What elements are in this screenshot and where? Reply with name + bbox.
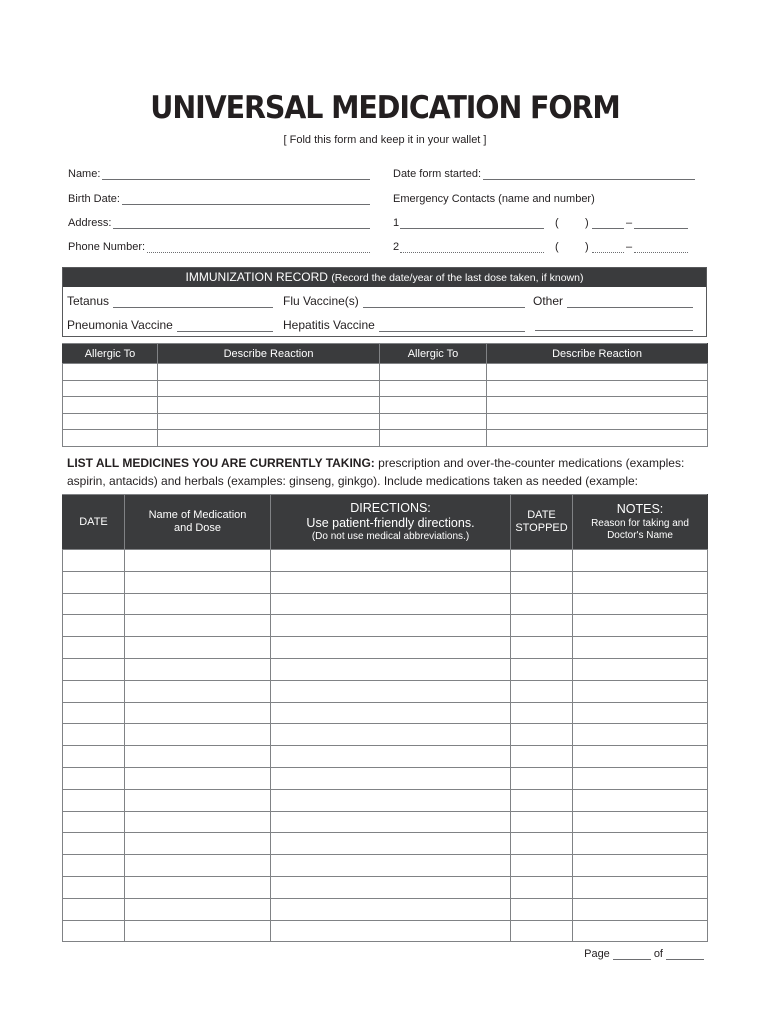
medication-table-cell[interactable]	[573, 702, 708, 724]
medication-table-cell[interactable]	[125, 702, 271, 724]
allergy-table-cell[interactable]	[158, 364, 380, 381]
medication-table-cell[interactable]	[511, 702, 573, 724]
tetanus-field[interactable]	[67, 294, 273, 308]
medication-table-cell[interactable]	[63, 615, 125, 637]
medication-table-cell[interactable]	[63, 550, 125, 572]
medication-table-cell[interactable]	[271, 767, 511, 789]
medication-table-cell[interactable]	[63, 724, 125, 746]
med-header-directions	[271, 495, 511, 550]
medication-table-cell[interactable]	[63, 920, 125, 942]
medication-table-row	[63, 833, 708, 855]
medication-table-cell[interactable]	[271, 920, 511, 942]
medication-table-cell[interactable]	[511, 724, 573, 746]
medication-table-cell[interactable]	[511, 811, 573, 833]
allergy-table-row	[63, 380, 708, 397]
page-number-line[interactable]	[613, 948, 651, 960]
medication-table-cell[interactable]	[511, 789, 573, 811]
contact-1-area-line[interactable]	[592, 228, 624, 229]
medication-table-row	[63, 920, 708, 942]
medication-table-cell[interactable]	[63, 637, 125, 659]
medication-table-row	[63, 811, 708, 833]
medication-table-row	[63, 746, 708, 768]
allergy-header-reaction-1: Describe Reaction	[158, 344, 380, 364]
medication-table-cell[interactable]	[63, 702, 125, 724]
allergy-table-cell[interactable]	[158, 380, 380, 397]
medication-table-cell[interactable]	[271, 876, 511, 898]
form-title: UNIVERSAL MEDICATION FORM	[150, 90, 620, 126]
medication-table-cell[interactable]	[573, 746, 708, 768]
contact-1-paren-close: )	[585, 217, 589, 229]
med-header-stopped-line2: STOPPED	[515, 522, 568, 534]
allergy-table-cell[interactable]	[63, 397, 158, 414]
form-subtitle: [ Fold this form and keep it in your wallet ]	[283, 134, 487, 146]
page-label: Page	[584, 948, 610, 960]
medication-table-cell[interactable]	[573, 637, 708, 659]
flu-vaccine-label: Flu Vaccine(s)	[283, 294, 359, 308]
allergy-table-cell[interactable]	[380, 397, 487, 414]
medication-table-cell[interactable]	[125, 898, 271, 920]
medication-table-cell[interactable]	[511, 876, 573, 898]
flu-vaccine-field[interactable]	[283, 294, 525, 308]
contact-2-dash: –	[626, 241, 633, 253]
medication-table-cell[interactable]	[125, 833, 271, 855]
medication-table-cell[interactable]	[125, 615, 271, 637]
medication-table-cell[interactable]	[125, 658, 271, 680]
medication-table-cell[interactable]	[271, 615, 511, 637]
page-of-label: of	[653, 948, 663, 960]
allergy-table-cell[interactable]	[380, 380, 487, 397]
medication-table-cell[interactable]	[125, 550, 271, 572]
contact-1-phone-line[interactable]	[634, 228, 688, 229]
medication-table-cell[interactable]	[125, 746, 271, 768]
medication-table-cell[interactable]	[511, 658, 573, 680]
medication-table-cell[interactable]	[63, 593, 125, 615]
medication-table-cell[interactable]	[511, 898, 573, 920]
med-header-date-label: DATE	[79, 515, 108, 528]
allergy-table-cell[interactable]	[158, 413, 380, 430]
contact-2-name-line[interactable]	[400, 252, 544, 253]
hepatitis-vaccine-label: Hepatitis Vaccine	[283, 318, 375, 332]
allergy-table-cell[interactable]	[63, 430, 158, 447]
allergy-header-allergic-to-1: Allergic To	[63, 344, 158, 364]
allergy-header-reaction-2: Describe Reaction	[487, 344, 708, 364]
medication-table-row	[63, 876, 708, 898]
contact-2-area-line[interactable]	[592, 252, 624, 253]
medication-table-cell[interactable]	[573, 767, 708, 789]
medication-table-cell[interactable]	[573, 855, 708, 877]
med-header-name-line2: and Dose	[173, 522, 222, 534]
contact-1-dash: –	[626, 217, 633, 229]
med-header-directions-line2: Use patient-friendly directions.	[306, 515, 475, 530]
medication-table-row	[63, 724, 708, 746]
medication-table-cell[interactable]	[63, 833, 125, 855]
immunization-header	[63, 268, 706, 287]
contact-1-paren-open: (	[555, 217, 559, 229]
medication-table-cell[interactable]	[573, 724, 708, 746]
medication-table-cell[interactable]	[511, 550, 573, 572]
medication-table-cell[interactable]	[63, 767, 125, 789]
medication-table-cell[interactable]	[511, 833, 573, 855]
medicine-list-instructions-bold: LIST ALL MEDICINES YOU ARE CURRENTLY TAKING:	[67, 456, 375, 470]
medication-table-cell[interactable]	[63, 571, 125, 593]
medication-table-cell[interactable]	[573, 898, 708, 920]
medication-table-cell[interactable]	[271, 571, 511, 593]
medication-table-cell[interactable]	[271, 658, 511, 680]
medication-table-row	[63, 855, 708, 877]
medication-table-cell[interactable]	[271, 833, 511, 855]
medication-table-cell[interactable]	[63, 855, 125, 877]
medication-table-row	[63, 658, 708, 680]
contact-2-paren-open: (	[555, 241, 559, 253]
med-header-notes-line2: Reason for taking and	[591, 517, 689, 529]
medication-table-cell[interactable]	[573, 811, 708, 833]
medication-table-row	[63, 898, 708, 920]
medication-table-cell[interactable]	[271, 789, 511, 811]
medication-table-cell[interactable]	[271, 593, 511, 615]
med-header-date-stopped	[511, 495, 573, 550]
medication-table	[62, 494, 708, 942]
allergy-table-cell[interactable]	[487, 430, 708, 447]
medication-table-cell[interactable]	[573, 876, 708, 898]
birth-date-label: Birth Date:	[68, 193, 120, 205]
phone-label: Phone Number:	[68, 241, 146, 253]
medication-table-row	[63, 615, 708, 637]
allergy-table-row	[63, 397, 708, 414]
med-header-date	[63, 495, 125, 550]
medication-table-cell[interactable]	[125, 724, 271, 746]
allergy-table-cell[interactable]	[380, 364, 487, 381]
name-field[interactable]	[68, 168, 370, 180]
immunization-title: IMMUNIZATION RECORD	[185, 270, 328, 284]
medication-table-cell[interactable]	[125, 593, 271, 615]
medication-table-row	[63, 593, 708, 615]
medication-table-cell[interactable]	[63, 680, 125, 702]
medication-table-cell[interactable]	[271, 680, 511, 702]
address-label: Address:	[68, 217, 112, 229]
allergy-table	[62, 343, 708, 447]
extra-vaccine-line[interactable]	[535, 330, 693, 331]
medication-table-cell[interactable]	[63, 658, 125, 680]
page-total-line[interactable]	[666, 948, 704, 960]
medication-table-row	[63, 550, 708, 572]
medication-table-cell[interactable]	[125, 811, 271, 833]
medication-table-cell[interactable]	[573, 833, 708, 855]
med-header-notes-line1: NOTES:	[616, 502, 664, 517]
medication-table-cell[interactable]	[63, 898, 125, 920]
medication-table-cell[interactable]	[125, 855, 271, 877]
medication-table-cell[interactable]	[125, 876, 271, 898]
medication-table-cell[interactable]	[271, 550, 511, 572]
medication-table-cell[interactable]	[271, 702, 511, 724]
allergy-table-cell[interactable]	[487, 380, 708, 397]
allergy-table-cell[interactable]	[487, 413, 708, 430]
medication-table-cell[interactable]	[125, 637, 271, 659]
medication-table-cell[interactable]	[573, 571, 708, 593]
medication-table-cell[interactable]	[511, 680, 573, 702]
medication-table-cell[interactable]	[573, 680, 708, 702]
allergy-header-row	[63, 344, 708, 364]
other-vaccine-label: Other	[533, 294, 564, 308]
contact-2-number: 2	[393, 241, 400, 253]
medication-table-cell[interactable]	[125, 920, 271, 942]
allergy-header-allergic-to-2: Allergic To	[380, 344, 487, 364]
medication-table-cell[interactable]	[63, 876, 125, 898]
med-header-stopped-line1: DATE	[527, 509, 556, 522]
medication-table-row	[63, 571, 708, 593]
allergy-table-row	[63, 430, 708, 447]
medication-table-cell[interactable]	[125, 680, 271, 702]
pneumonia-vaccine-field[interactable]	[67, 318, 273, 332]
date-started-label: Date form started:	[393, 168, 482, 180]
medication-table-cell[interactable]	[125, 789, 271, 811]
allergy-table-cell[interactable]	[487, 397, 708, 414]
phone-field[interactable]	[68, 241, 370, 253]
med-header-notes	[573, 495, 708, 550]
allergy-table-cell[interactable]	[380, 413, 487, 430]
allergy-table-row	[63, 413, 708, 430]
contact-1-name-line[interactable]	[400, 228, 544, 229]
medication-table-cell[interactable]	[511, 637, 573, 659]
medication-table-cell[interactable]	[271, 746, 511, 768]
medication-table-cell[interactable]	[573, 658, 708, 680]
medication-table-cell[interactable]	[511, 920, 573, 942]
medication-table-cell[interactable]	[63, 746, 125, 768]
medication-table-cell[interactable]	[271, 898, 511, 920]
contact-2-phone-line[interactable]	[634, 252, 688, 253]
allergy-table-cell[interactable]	[63, 364, 158, 381]
other-vaccine-field[interactable]	[533, 294, 693, 308]
contact-1-number: 1	[393, 217, 400, 229]
med-header-name	[125, 495, 271, 550]
allergy-table-cell[interactable]	[158, 397, 380, 414]
contact-2-paren-close: )	[585, 241, 589, 253]
medication-table-cell[interactable]	[511, 571, 573, 593]
medication-table-row	[63, 680, 708, 702]
hepatitis-vaccine-field[interactable]	[283, 318, 525, 332]
medication-table-cell[interactable]	[125, 767, 271, 789]
allergy-table-cell[interactable]	[63, 380, 158, 397]
allergy-table-cell[interactable]	[158, 430, 380, 447]
medication-table-cell[interactable]	[511, 767, 573, 789]
allergy-table-cell[interactable]	[63, 413, 158, 430]
medication-table-cell[interactable]	[511, 615, 573, 637]
medication-header-row	[63, 495, 708, 550]
medication-table-cell[interactable]	[63, 811, 125, 833]
medication-table-cell[interactable]	[125, 571, 271, 593]
medication-table-cell[interactable]	[511, 593, 573, 615]
medicine-list-instructions-rest: prescription and over-the-counter medications (examples: aspirin, antacids) and herbals (examples: ginseng, ginkgo). Include medications taken as needed (example:	[67, 456, 685, 488]
name-label: Name:	[68, 168, 101, 180]
medication-table-cell[interactable]	[271, 855, 511, 877]
pneumonia-vaccine-label: Pneumonia Vaccine	[67, 318, 173, 332]
medication-table-row	[63, 767, 708, 789]
medication-table-cell[interactable]	[271, 637, 511, 659]
med-header-directions-line1: DIRECTIONS:	[350, 501, 431, 516]
medication-table-cell[interactable]	[573, 920, 708, 942]
medication-table-cell[interactable]	[573, 550, 708, 572]
med-header-name-line1: Name of Medication	[148, 509, 247, 522]
allergy-table-cell[interactable]	[487, 364, 708, 381]
immunization-record	[62, 267, 707, 337]
allergy-table-body	[63, 364, 708, 447]
emergency-contacts-label: Emergency Contacts (name and number)	[393, 193, 595, 205]
allergy-table-cell[interactable]	[380, 430, 487, 447]
medication-table-cell[interactable]	[573, 593, 708, 615]
medication-table-cell[interactable]	[511, 855, 573, 877]
medication-table-row	[63, 702, 708, 724]
medication-table-cell[interactable]	[271, 724, 511, 746]
address-field[interactable]	[68, 217, 370, 229]
medication-table-body	[63, 550, 708, 942]
medication-table-row	[63, 637, 708, 659]
medication-table-cell[interactable]	[573, 615, 708, 637]
medication-table-cell[interactable]	[573, 789, 708, 811]
med-header-notes-line3: Doctor's Name	[607, 530, 673, 542]
medication-table-row	[63, 789, 708, 811]
immunization-note: (Record the date/year of the last dose taken, if known)	[331, 272, 584, 284]
allergy-table-row	[63, 364, 708, 381]
med-header-directions-line3: (Do not use medical abbreviations.)	[311, 531, 470, 543]
medication-table-cell[interactable]	[511, 746, 573, 768]
page-number-field[interactable]	[584, 948, 707, 960]
tetanus-label: Tetanus	[67, 294, 110, 308]
date-started-field[interactable]	[393, 168, 695, 180]
medication-table-cell[interactable]	[63, 789, 125, 811]
birth-date-field[interactable]	[68, 193, 370, 205]
medication-table-cell[interactable]	[271, 811, 511, 833]
